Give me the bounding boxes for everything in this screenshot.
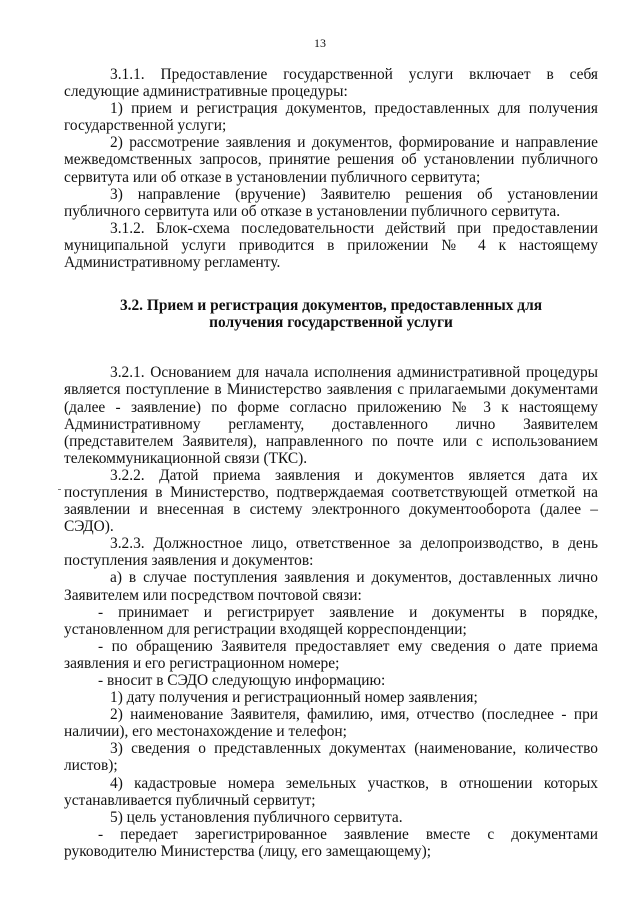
paragraph-3-2-1: 3.2.1. Основанием для начала исполнения административной процедуры является поступление в Министерство заявления с прилагаемыми документами (далее - заявление) по форме согласно приложению № 3 к настоящему Административному регламенту, доставленного лично Заявителем (представителем Заявителя), направленного по почте или с использованием телекоммуникационной связи (ТКС).: [64, 364, 598, 467]
paragraph-3-2-3-info-5: 5) цель установления публичного сервитута.: [110, 808, 403, 826]
paragraph-3-2-3-dash-3: - вносит в СЭДО следующую информацию:: [98, 672, 386, 689]
section-heading-line-1: 3.2. Прием и регистрация документов, предоставленных для: [119, 297, 543, 315]
paragraph-3-1-1: 3.1.1. Предоставление государственной услуги включает в себя следующие административные процедуры:: [64, 66, 598, 101]
paragraph-3-1-1-item-2: 2) рассмотрение заявления и документов, формирование и направление межведомственных запросов, принятие решения об установлении публичного сервитута или об отказе в установлении публичного сервитута;: [64, 134, 598, 186]
paragraph-3-2-2: 3.2.2. Датой приема заявления и документов является дата их поступления в Министерство, подтверждаемая соответствующей отметкой на заявлении и внесенная в систему электронного документооборота (далее – СЭДО).: [64, 466, 598, 536]
paragraph-3-1-2: 3.1.2. Блок-схема последовательности действий при предоставлении муниципальной услуги приводится в приложении № 4 к настоящему Административному регламенту.: [64, 219, 598, 272]
paragraph-3-2-3: 3.2.3. Должностное лицо, ответственное за делопроизводство, в день поступления заявления и документов:: [64, 535, 598, 570]
spacer: [64, 271, 598, 297]
paragraph-3-2-3-info-3: 3) сведения о представленных документах (наименование, количество листов);: [64, 740, 598, 775]
paragraph-3-2-3-dash-4: - передает зарегистрированное заявление вместе с документами руководителю Министерства (лицу, его замещающему);: [64, 825, 598, 860]
document-body: [64, 66, 598, 860]
spacer: [64, 331, 598, 364]
paragraph-3-1-1-item-1: 1) прием и регистрация документов, предоставленных для получения государственной услуги;: [64, 100, 598, 135]
paragraph-3-2-3-dash-2: - по обращению Заявителя предоставляет ему сведения о дате приема заявления и его регистрационном номере;: [64, 637, 598, 672]
section-heading-line-2: получения государственной услуги: [209, 314, 453, 332]
paragraph-3-2-3-info-2: 2) наименование Заявителя, фамилию, имя, отчество (последнее - при наличии), его местонахождение и телефон;: [64, 706, 598, 741]
paragraph-3-2-3-dash-1: - принимает и регистрирует заявление и документы в порядке, установленном для регистрации входящей корреспонденции;: [64, 603, 598, 638]
paragraph-3-2-3-info-4: 4) кадастровые номера земельных участков, в отношении которых устанавливается публичный сервитут;: [64, 774, 598, 809]
section-heading-3-2: [64, 297, 598, 331]
margin-mark: [58, 489, 61, 490]
paragraph-3-2-3-item-a: а) в случае поступления заявления и документов, доставленных лично Заявителем или посредством почтовой связи:: [64, 569, 598, 604]
page-number: 13: [314, 36, 326, 50]
paragraph-3-1-1-item-3: 3) направление (вручение) Заявителю решения об установлении публичного сервитута или об отказе в установлении публичного сервитута.: [64, 185, 598, 220]
paragraph-3-2-3-info-1: 1) дату получения и регистрационный номер заявления;: [110, 689, 478, 707]
